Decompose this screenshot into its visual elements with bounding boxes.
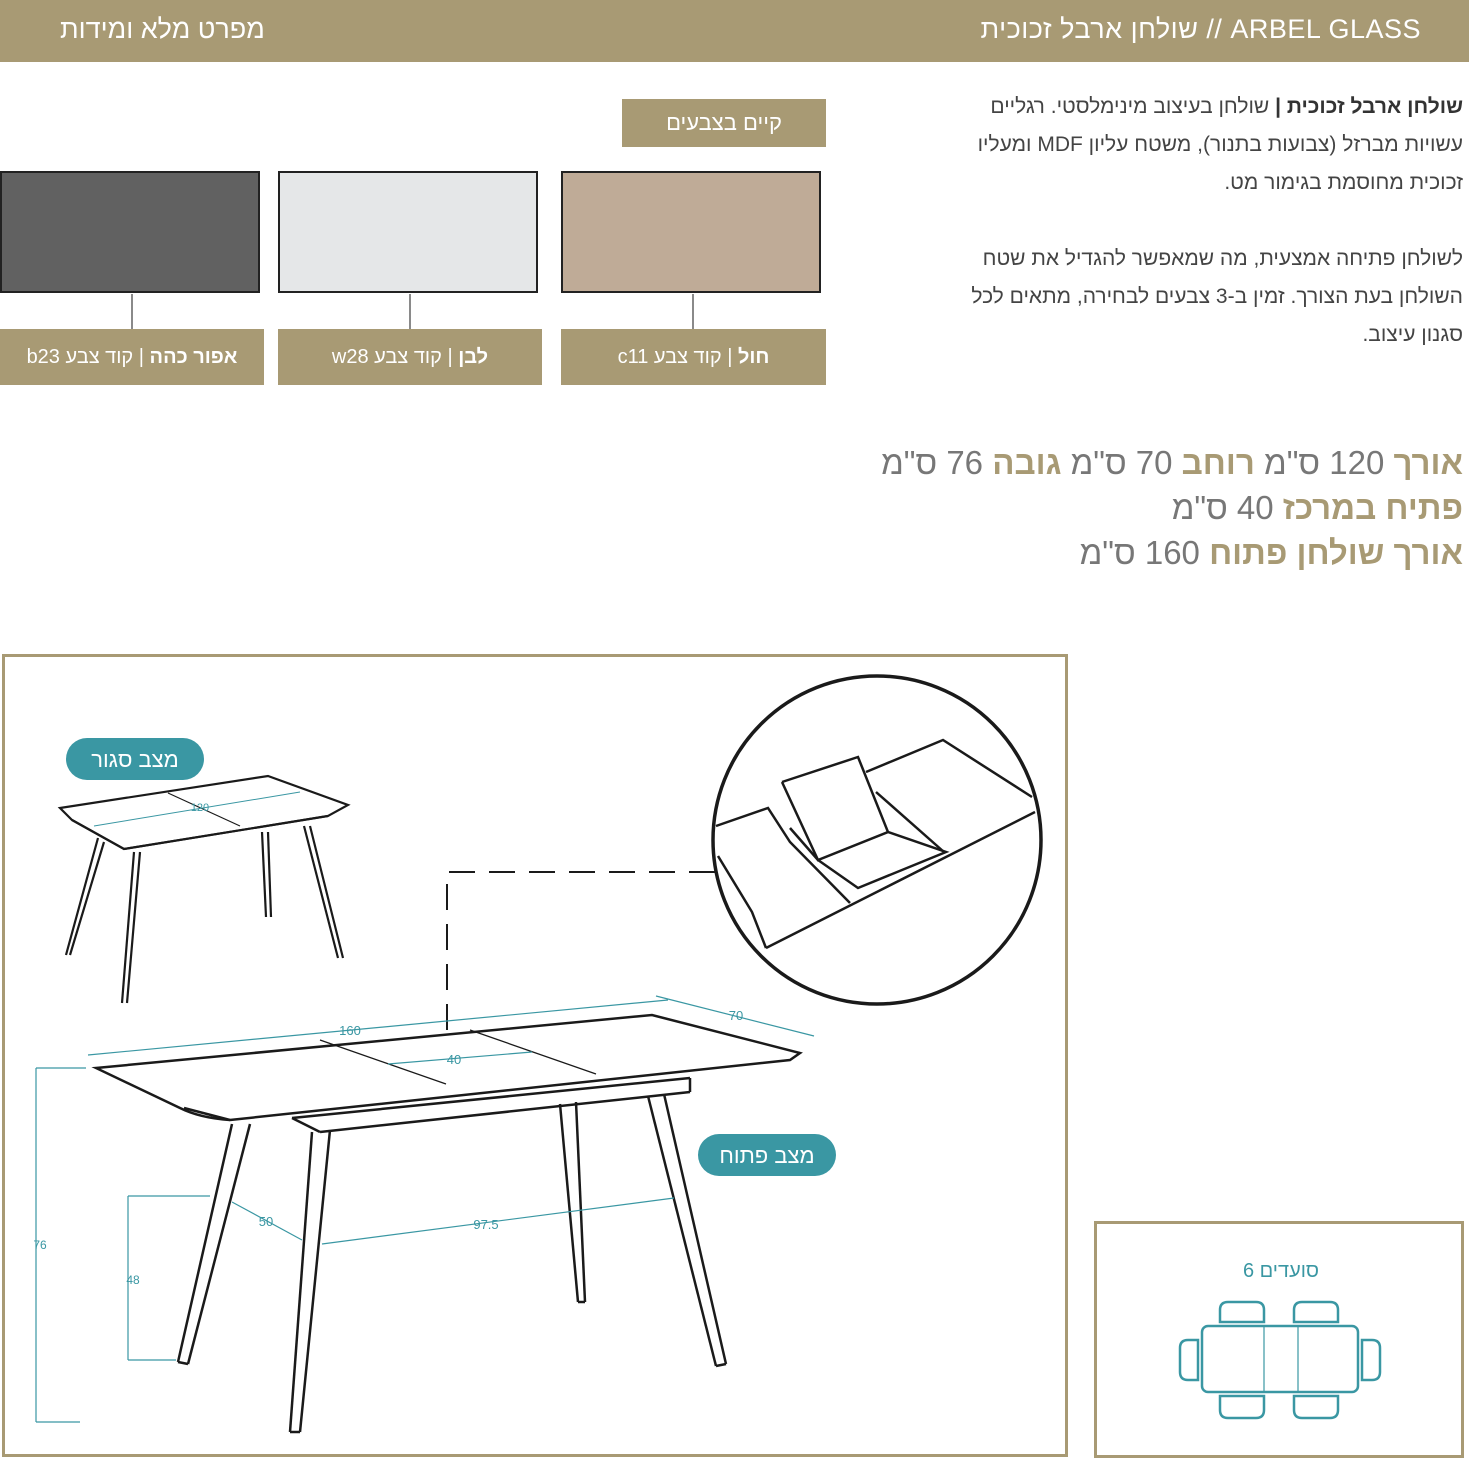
open-length-label: אורך שולחן פתוח [1209,534,1463,571]
seating-box [1094,1221,1464,1458]
center-opening-value: 40 ס"מ [1171,489,1274,526]
color-name: אפור כהה [149,345,238,368]
description-separator: | [1275,95,1281,118]
product-title: שולחן ארבל זכוכית // ARBEL GLASS [980,14,1421,44]
leg-height-label: 48 [126,1273,140,1287]
color-code-sand: חול | קוד צבע c11 [561,329,826,385]
description-body: שולחן בעיצוב מינימלסטי. רגליים עשויות מברזל (צבועות בתנור), משטח עליון MDF ומעליו זכוכית מחוסמת בגימור מט. [977,95,1463,194]
color-code-dark-gray: אפור כהה | קוד צבע b23 [0,329,264,385]
height-label: 76 [33,1238,47,1252]
width-label: רוחב [1181,444,1255,481]
color-code-white: לבן | קוד צבע w28 [278,329,542,385]
open-length-label: 160 [339,1023,361,1038]
open-length-value: 160 ס"מ [1079,534,1200,571]
description-title: שולחן ארבל זכוכית [1286,95,1463,118]
width-value: 70 ס"מ [1070,444,1173,481]
seats-label: 6 סועדים [1242,1260,1320,1282]
color-code: קוד צבע b23 [26,345,134,368]
color-code: קוד צבע c11 [617,345,722,368]
color-code: קוד צבע w28 [331,345,442,368]
leg-spacing-side-label: 50 [258,1214,274,1229]
available-colors-label: קיים בצבעים [622,99,826,147]
description-paragraph-2: לשולחן פתיחה אמצעית, מה שמאפשר להגדיל את שטח השולחן בעת הצורך. זמין ב-3 צבעים לבחירה, מתאים לכל סגנון עיצוב. [971,247,1463,346]
length-label: אורך [1393,444,1463,481]
closed-state-label: מצב סגור [91,747,179,772]
extension-length-label: 40 [446,1052,462,1067]
closed-length-label: 120 [190,802,210,814]
height-value: 76 ס"מ [881,444,984,481]
extension-detail-circle [713,676,1041,1004]
open-state-label: מצב פתוח [719,1143,815,1168]
center-opening-label: פתיח במרכז [1282,489,1463,526]
spec-title: מפרט מלא ומידות [60,14,265,44]
leg-spacing-long-label: 97.5 [473,1217,499,1232]
detail-leader-line [447,872,716,1030]
open-table-drawing [96,1015,800,1432]
color-name: חול [737,345,770,368]
height-label: גובה [992,444,1062,481]
length-value: 120 ס"מ [1264,444,1385,481]
depth-label: 70 [728,1008,744,1023]
color-name: לבן [458,345,489,368]
